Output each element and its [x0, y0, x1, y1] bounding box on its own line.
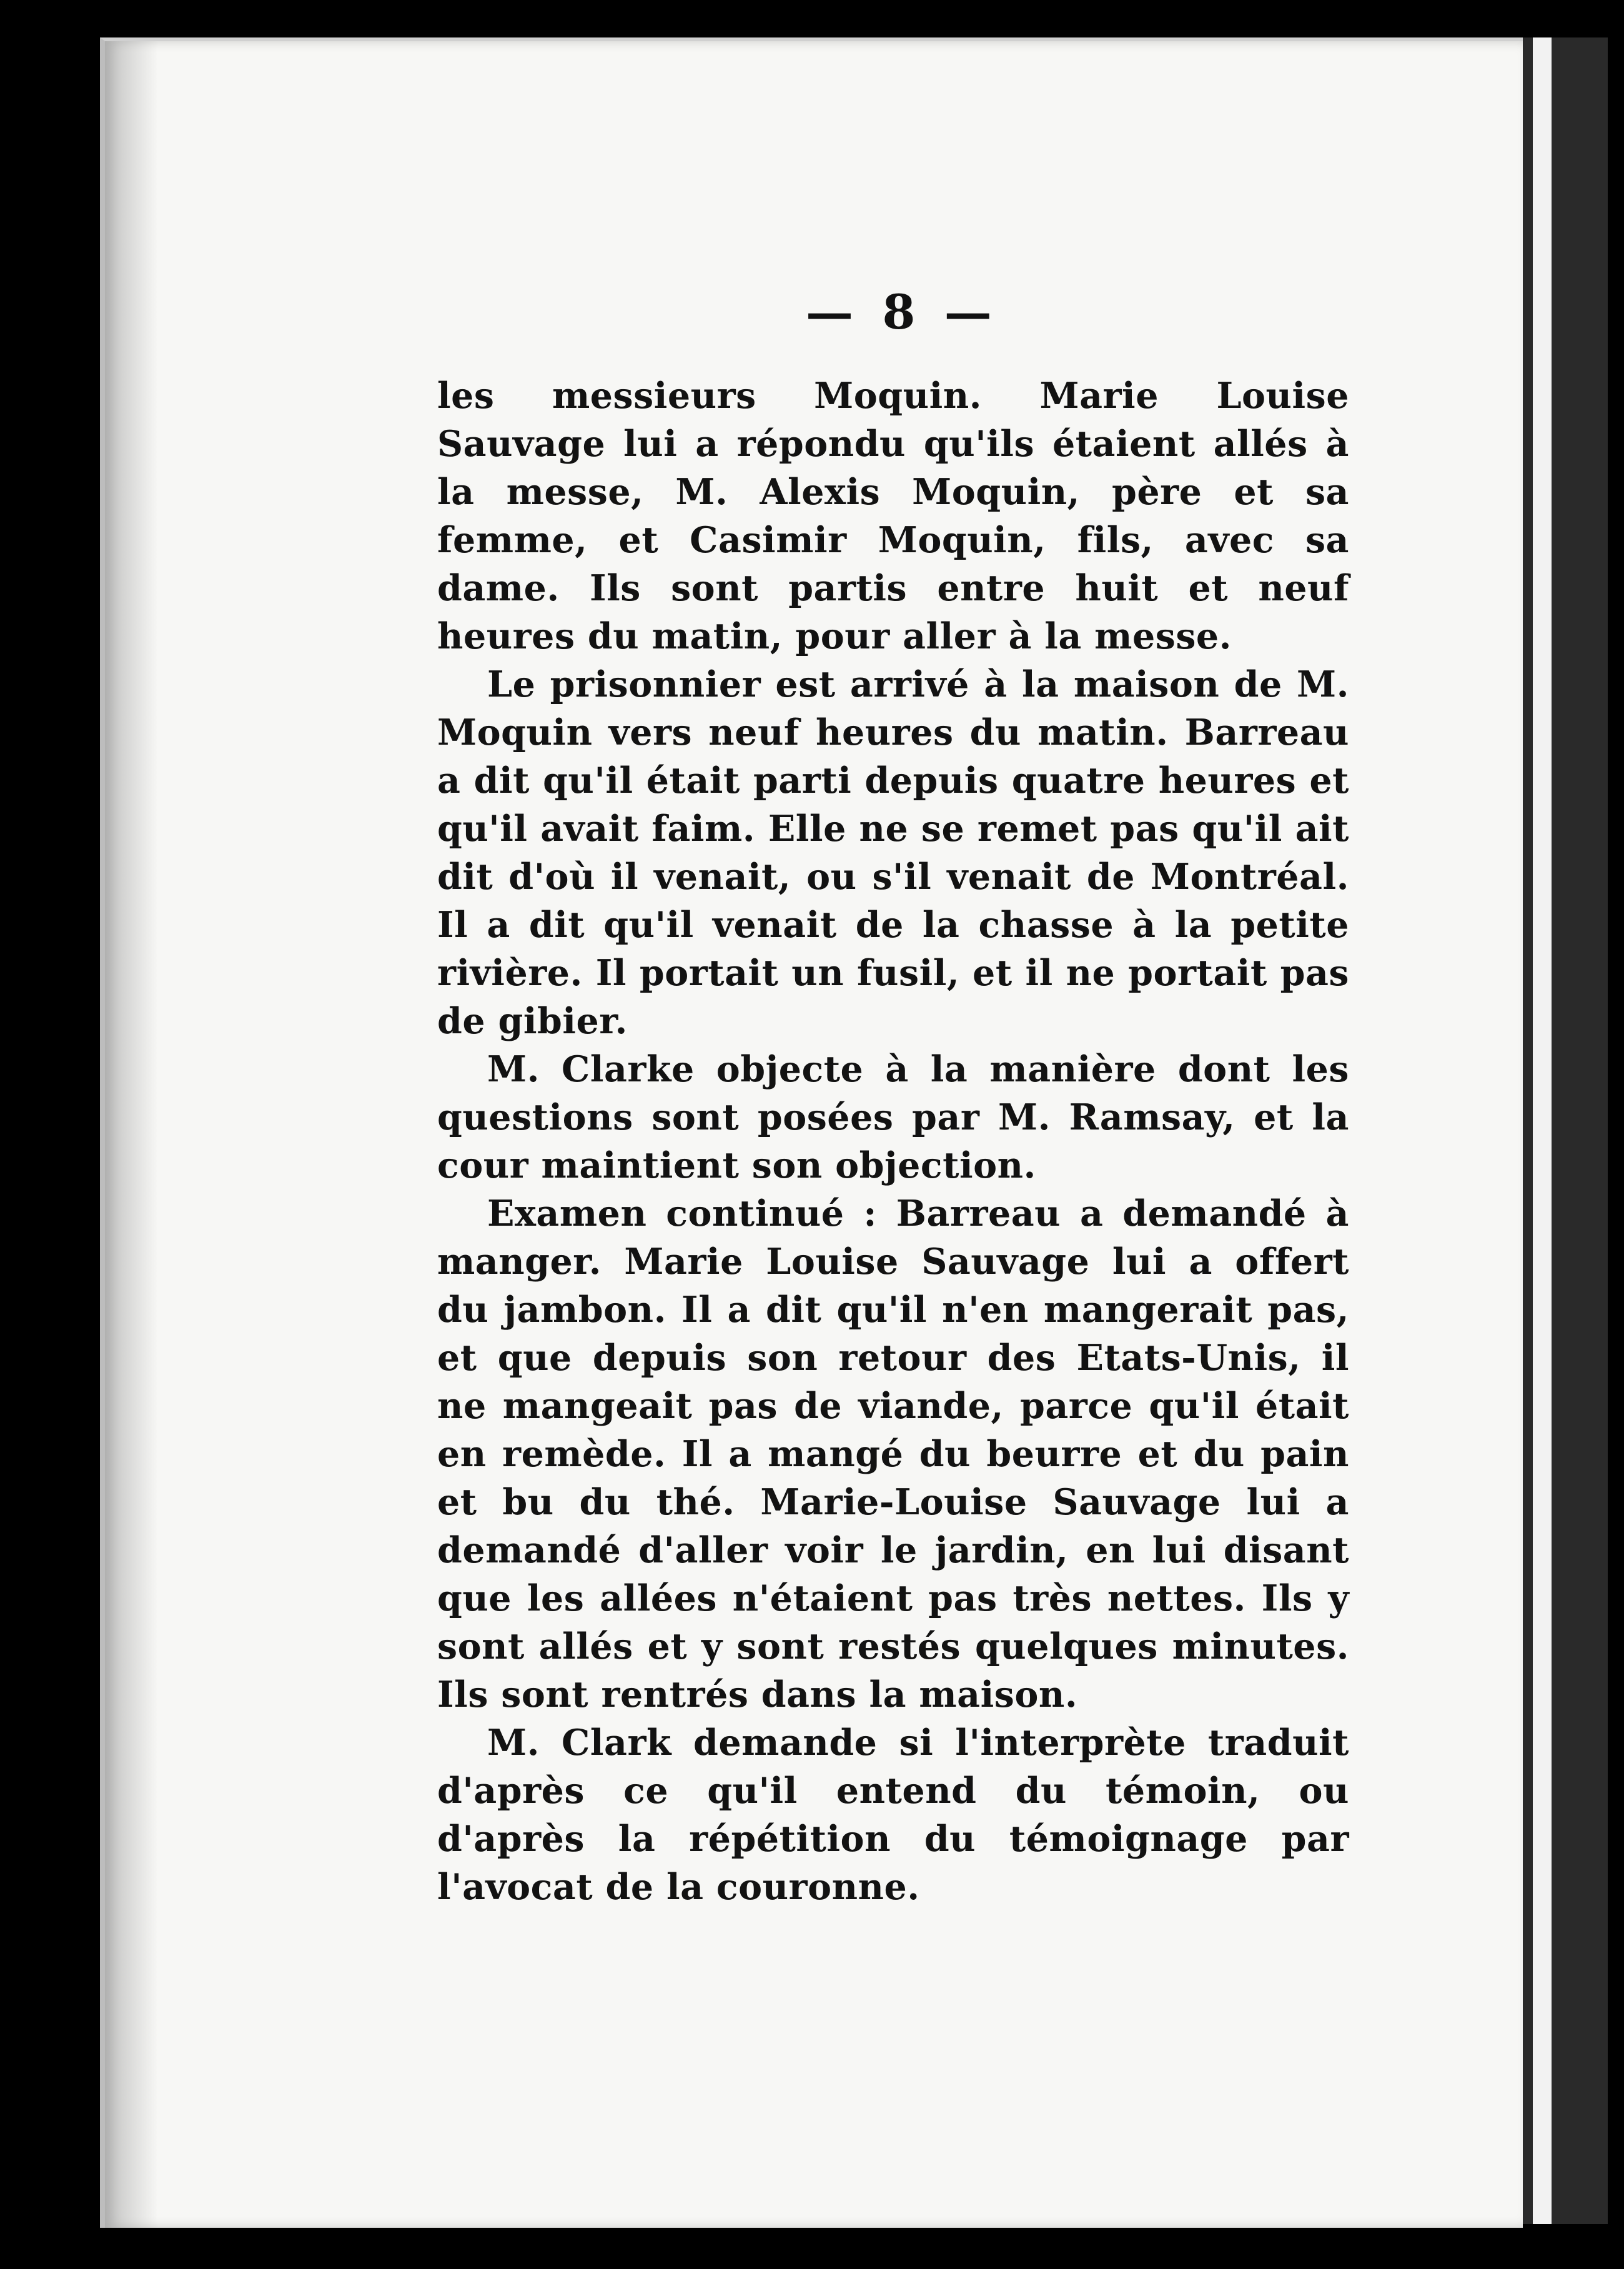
paragraph-clark-question: M. Clark demande si l'interprète traduit d'après ce qu'il entend du témoin, ou d'après la répétition du témoignage par l'avocat de la couronne. — [437, 1722, 1349, 1908]
paragraph-prisoner-arrival: Le prisonnier est arrivé à la maison de M. Moquin vers neuf heures du matin. Barreau a dit qu'il était parti depuis quatre heures et qu'il avait faim. Elle ne se remet pas qu'il ait dit d'où il venait, ou s'il venait de Montréal. Il a dit qu'il venait de la chasse à la petite rivière. Il portait un fusil, et il ne portait pas de gibier. — [437, 663, 1349, 1042]
paragraph-continuation: les messieurs Moquin. Marie Louise Sauvage lui a répondu qu'ils étaient allés à la messe, M. Alexis Moquin, père et sa femme, et Casimir Moquin, fils, avec sa dame. Ils sont partis entre huit et neuf heures du matin, pour aller à la messe. — [437, 375, 1349, 657]
body-text — [437, 372, 1349, 1911]
page-number: — 8 — — [806, 284, 998, 340]
paragraph-examination-continued: Examen continué : Barreau a demandé à manger. Marie Louise Sauvage lui a offert du jambon. Il a dit qu'il n'en mangerait pas, et que depuis son retour des Etats-Unis, il ne mangeait pas de viande, parce qu'il était en remède. Il a mangé du beurre et du pain et bu du thé. Marie-Louise Sauvage lui a demandé d'aller voir le jardin, en lui disant que les allées n'étaient pas très nettes. Ils y sont allés et y sont restés quelques minutes. Ils sont rentrés dans la maison. — [437, 1193, 1349, 1715]
next-page-edge — [1518, 37, 1608, 2224]
paragraph-clarke-objection: M. Clarke objecte à la manière dont les questions sont posées par M. Ramsay, et la cour maintient son objection. — [437, 1048, 1349, 1186]
